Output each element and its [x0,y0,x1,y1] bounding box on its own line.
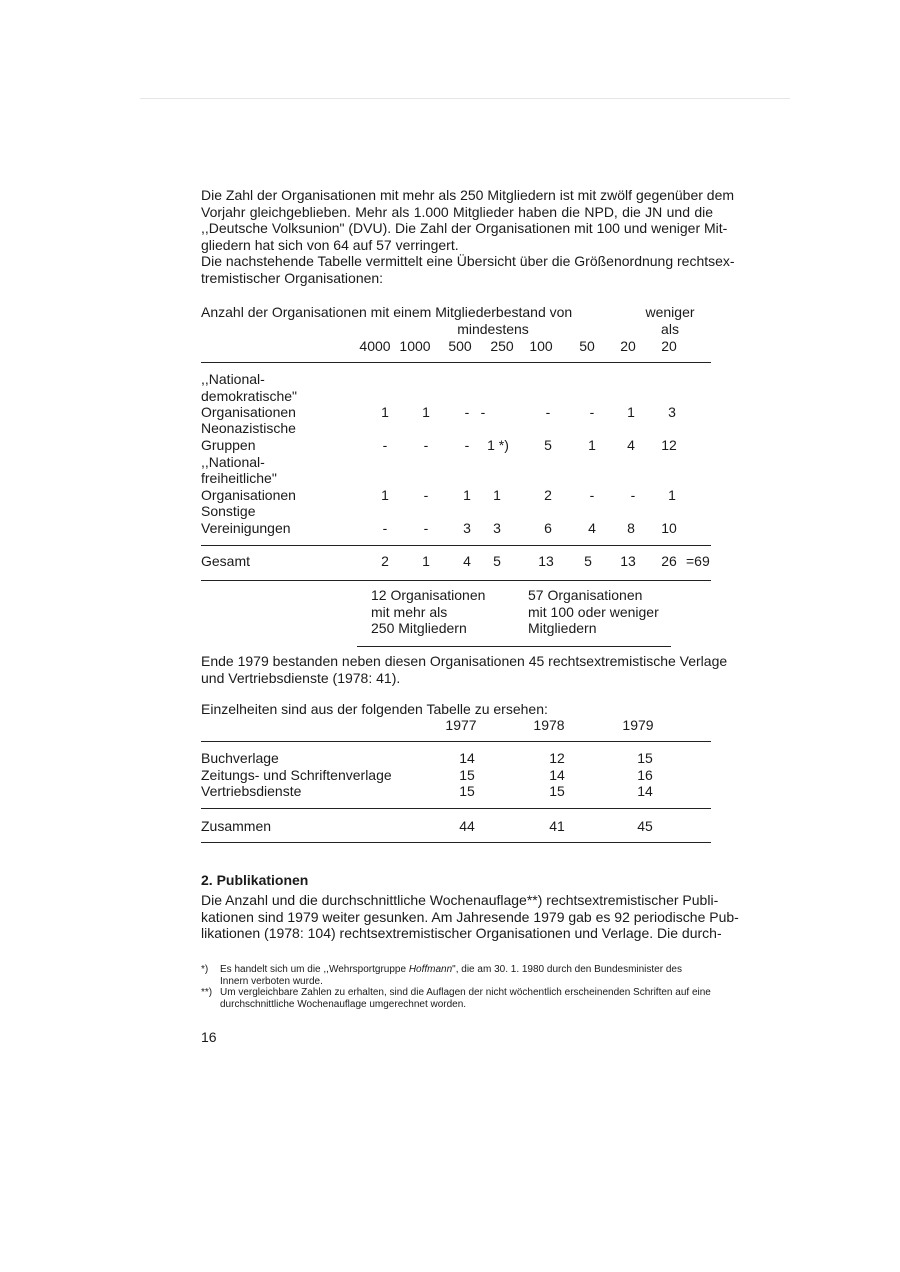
table2-cell: 14 [459,750,475,766]
table-cell: 6 [544,520,552,536]
table-cell: 1 [381,487,389,503]
table2-year: 1979 [622,717,654,733]
table1-header-right-1: weniger [645,304,695,320]
table-cell: - [589,487,595,503]
table-cell: 5 [544,437,552,453]
table-total-cell: 26 [661,553,677,569]
intro-line: gliedern hat sich von 64 auf 57 verringert. [201,236,459,253]
intro-line: Die Zahl der Organisationen mit mehr als 250 Mitgliedern ist mit zwölf gegenüber dem [201,187,735,203]
table-cell: - [423,487,429,503]
row-label-line: freiheitliche" [201,470,277,486]
table-cell: 1 [588,437,596,453]
row-label-line: Neonazistische [201,420,296,436]
footnote-marker: **) [201,987,213,998]
table2-row-label: Buchverlage [201,750,279,766]
table-total-cell: 13 [620,553,636,569]
middle-line: und Vertriebsdienste (1978: 41). [201,669,401,686]
table-cell: 1 [422,404,430,420]
intro-paragraph [201,187,735,286]
summary-left-line: 250 Mitgliedern [371,620,467,636]
table-cell: 4 [588,520,596,536]
table1-col-header: 50 [579,338,595,354]
table2-cell: 15 [459,767,475,783]
section2-line: likationen (1978: 104) rechtsextremistischer Organisationen und Verlage. Die durch- [201,925,722,941]
table1-rule-mid [201,545,711,546]
table2-cell: 15 [637,750,653,766]
table2-year: 1977 [445,717,477,733]
intro-line: Vorjahr gleichgeblieben. Mehr als 1.000 Mitglieder haben die NPD, die JN und die [201,203,713,220]
footnote-marker: *) [201,964,209,975]
row-label-line: Organisationen [201,404,296,420]
table1-col-header: 500 [448,338,472,354]
table2-year: 1978 [533,717,565,733]
table-cell: 12 [661,437,677,453]
intro-line: tremistischer Organisationen: [201,269,384,286]
table1-col-header: 1000 [399,338,431,354]
table1-header-mid: mindestens [457,321,529,337]
summary-left-line: 12 Organisationen [371,587,486,603]
table1-col-header: 20 [620,338,636,354]
table2-row-label: Zeitungs- und Schriftenverlage [201,767,392,783]
section2-line: kationen sind 1979 weiter gesunken. Am Jahresende 1979 gab es 92 periodische Pub- [201,908,739,925]
row-label-line: Organisationen [201,487,296,503]
table2-rule-top [201,741,711,742]
row-label-line: demokratische" [201,388,298,404]
table-cell: 1 [493,487,501,503]
page-number: 16 [201,1029,217,1045]
row-label-line: ,,National- [201,454,265,470]
table-cell: - [382,437,388,453]
table-cell: - [423,437,429,453]
section2-paragraph [201,892,739,942]
footnote-text: Um vergleichbare Zahlen zu erhalten, sind die Auflagen der nicht wöchentlich erscheinenden Schriften auf eine durchschnittliche Wochenauflage umgerechnet worden. [220,987,711,1010]
table-cell: - [423,520,429,536]
table2-cell: 12 [549,750,565,766]
table2-total-cell: 45 [637,818,653,834]
table2-intro: Einzelheiten sind aus der folgenden Tabelle zu ersehen: [201,701,548,717]
middle-paragraph [201,653,728,686]
table-cell: - [464,437,470,453]
table1-rule-top [201,362,711,363]
table-total-cell: 1 [422,553,430,569]
table-cell: 1 [463,487,471,503]
table2-cell: 15 [549,783,565,799]
footnote-emphasis: Hoffmann [408,964,453,975]
summary-rule [357,646,671,647]
intro-line: Die nachstehende Tabelle vermittelt eine Übersicht über die Größenordnung rechtsex- [201,253,735,269]
row-label-line: ,,National- [201,371,265,387]
summary-right-line: Mitgliedern [528,620,597,636]
table-cell: 1 [381,404,389,420]
table1-col-header: 4000 [359,338,391,354]
intro-line: ,,Deutsche Volksunion" (DVU). Die Zahl der Organisationen mit 100 und weniger Mit- [201,220,728,236]
table2-row-label: Vertriebsdienste [201,783,302,799]
table-cell: 1 *) [487,437,509,453]
table-cell: - [382,520,388,536]
table-cell: 1 [627,404,635,420]
table-cell: - [480,404,486,420]
footnote [201,964,713,988]
table1-rule-bottom [201,580,711,581]
table2-cell: 14 [549,767,565,783]
table-total-cell: 5 [493,553,501,569]
table-cell: 4 [627,437,635,453]
table1-col-header: 20 [661,338,677,354]
row-label-line: Vereinigungen [201,520,291,536]
table-total-cell: 2 [381,553,389,569]
table2-cell: 16 [637,767,653,783]
table-cell: - [464,404,470,420]
middle-line: Ende 1979 bestanden neben diesen Organisationen 45 rechtsextremistische Verlage [201,653,728,669]
table-cell: - [589,404,595,420]
table1-col-header: 100 [529,338,553,354]
table-cell: 10 [661,520,677,536]
table1-col-header: 250 [490,338,514,354]
footnote [201,987,713,1011]
summary-right-line: 57 Organisationen [528,587,643,603]
summary-right-line: mit 100 oder weniger [528,604,659,620]
table-total-cell: 13 [538,553,554,569]
table1-total-label: Gesamt [201,553,251,569]
section-heading: 2. Publikationen [201,872,309,888]
table-cell: 8 [627,520,635,536]
scan-artifact-line [140,98,790,99]
row-label-line: Sonstige [201,503,256,519]
table-cell: - [545,404,551,420]
footnote-text: Es handelt sich um die ,,Wehrsportgruppe Hoffmann", die am 30. 1. 1980 durch den Bundesminister des Innern verboten wurde. [220,964,682,987]
table-cell: 2 [544,487,552,503]
row-label-line: Gruppen [201,437,256,453]
table2-total-cell: 41 [549,818,565,834]
table1-total-sum: =69 [686,553,710,569]
table1-header-left: Anzahl der Organisationen mit einem Mitgliederbestand von [201,304,573,320]
table-cell: 3 [668,404,676,420]
table-cell: 3 [493,520,501,536]
summary-left-line: mit mehr als [371,604,448,620]
section2-line: Die Anzahl und die durchschnittliche Wochenauflage**) rechtsextremistischer Publi- [201,892,719,908]
table-cell: 1 [668,487,676,503]
table-total-cell: 4 [463,553,471,569]
table-total-cell: 5 [584,553,592,569]
table2-rule-bottom [201,842,711,843]
table-cell: - [630,487,636,503]
table2-cell: 14 [637,783,653,799]
table2-total-label: Zusammen [201,818,272,834]
table2-rule-mid [201,808,711,809]
table2-cell: 15 [459,783,475,799]
table-cell: 3 [463,520,471,536]
table1-header-right-2: als [661,321,679,337]
table2-total-cell: 44 [459,818,475,834]
